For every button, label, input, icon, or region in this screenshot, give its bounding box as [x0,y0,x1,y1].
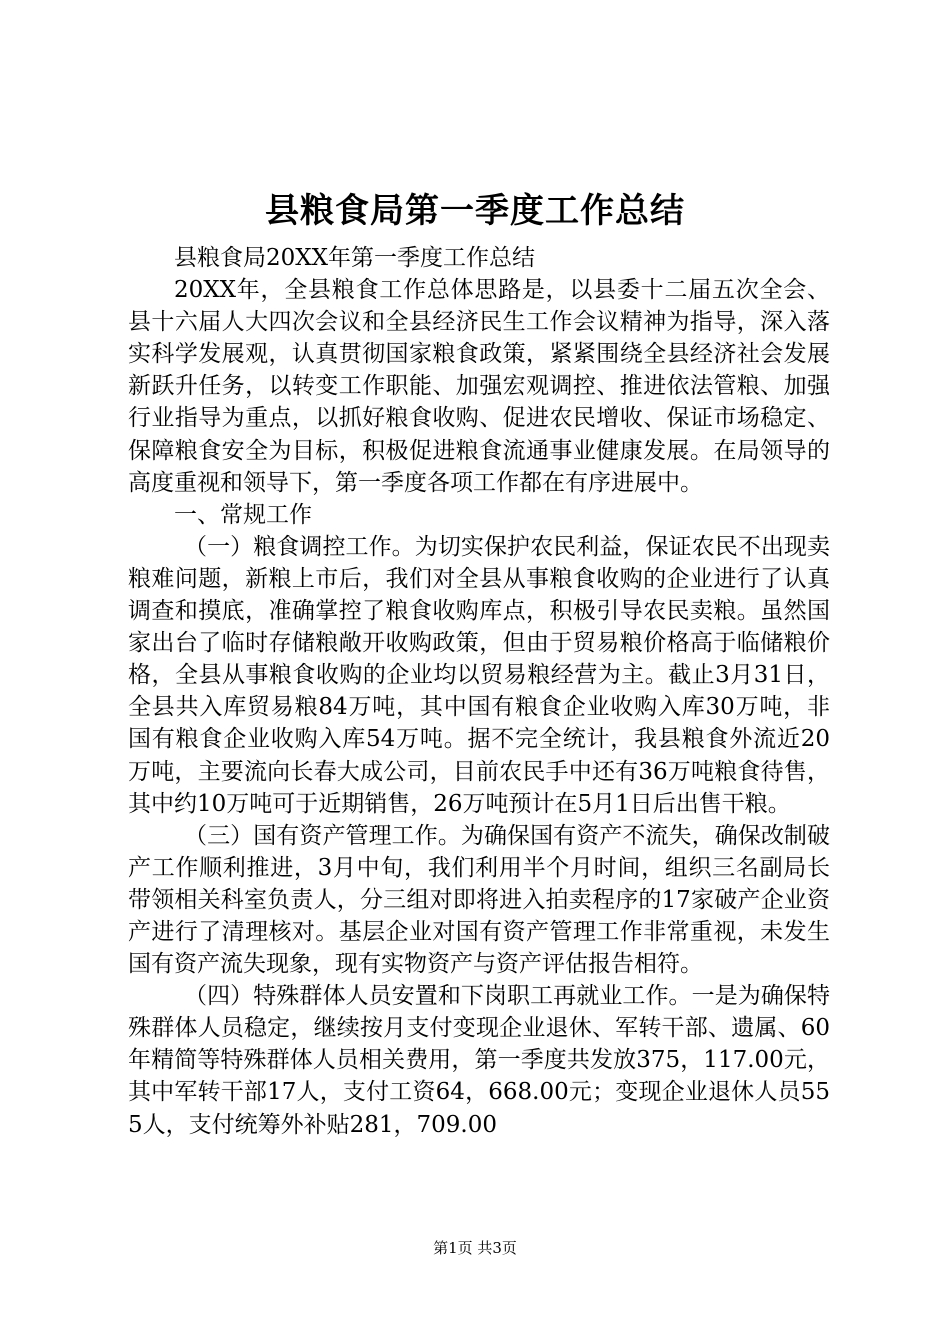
state-assets-paragraph: （三）国有资产管理工作。为确保国有资产不流失，确保改制破产工作顺利推进，3月中旬，我们利用半个月时间，组织三名副局长带领相关科室负责人，分三组对即将进入拍卖程序的17家破产企业资产进行了清理核对。基层企业对国有资产管理工作非常重视，未发生国有资产流失现象，现有实物资产与资产评估报告相符。 [128,822,830,978]
document-body [128,242,830,1141]
grain-regulation-paragraph: （一）粮食调控工作。为切实保护农民利益，保证农民不出现卖粮难问题，新粮上市后，我们对全县从事粮食收购的企业进行了认真调查和摸底，准确掌控了粮食收购库点，积极引导农民卖粮。虽然国家出台了临时存储粮敞开收购政策，但由于贸易粮价格高于临储粮价格，全县从事粮食收购的企业均以贸易粮经营为主。截止3月31日，全县共入库贸易粮84万吨，其中国有粮食企业收购入库30万吨，非国有粮食企业收购入库54万吨。据不完全统计，我县粮食外流近20万吨，主要流向长春大成公司，目前农民手中还有36万吨粮食待售，其中约10万吨可于近期销售，26万吨预计在5月1日后出售干粮。 [128,533,830,817]
intro-paragraph: 20XX年，全县粮食工作总体思路是，以县委十二届五次全会、县十六届人大四次会议和全县经济民生工作会议精神为指导，深入落实科学发展观，认真贯彻国家粮食政策，紧紧围绕全县经济社会发展新跃升任务，以转变工作职能、加强宏观调控、推进依法管粮、加强行业指导为重点，以抓好粮食收购、促进农民增收、保证市场稳定、保障粮食安全为目标，积极促进粮食流通事业健康发展。在局领导的高度重视和领导下，第一季度各项工作都在有序进展中。 [128,277,830,496]
section-heading-routine-work: 一、常规工作 [174,501,312,528]
document-title: 县粮食局第一季度工作总结 [265,191,685,231]
page-footer: 第1页 共3页 [433,1239,517,1257]
document-subtitle-paragraph: 县粮食局20XX年第一季度工作总结 [174,245,536,271]
special-groups-paragraph: （四）特殊群体人员安置和下岗职工再就业工作。一是为确保特殊群体人员稳定，继续按月支付变现企业退休、军转干部、遗属、60年精简等特殊群体人员相关费用，第一季度共发放375，117.00元，其中军转干部17人，支付工资64，668.00元；变现企业退休人员555人，支付统筹外补贴281，709.00 [128,983,830,1138]
